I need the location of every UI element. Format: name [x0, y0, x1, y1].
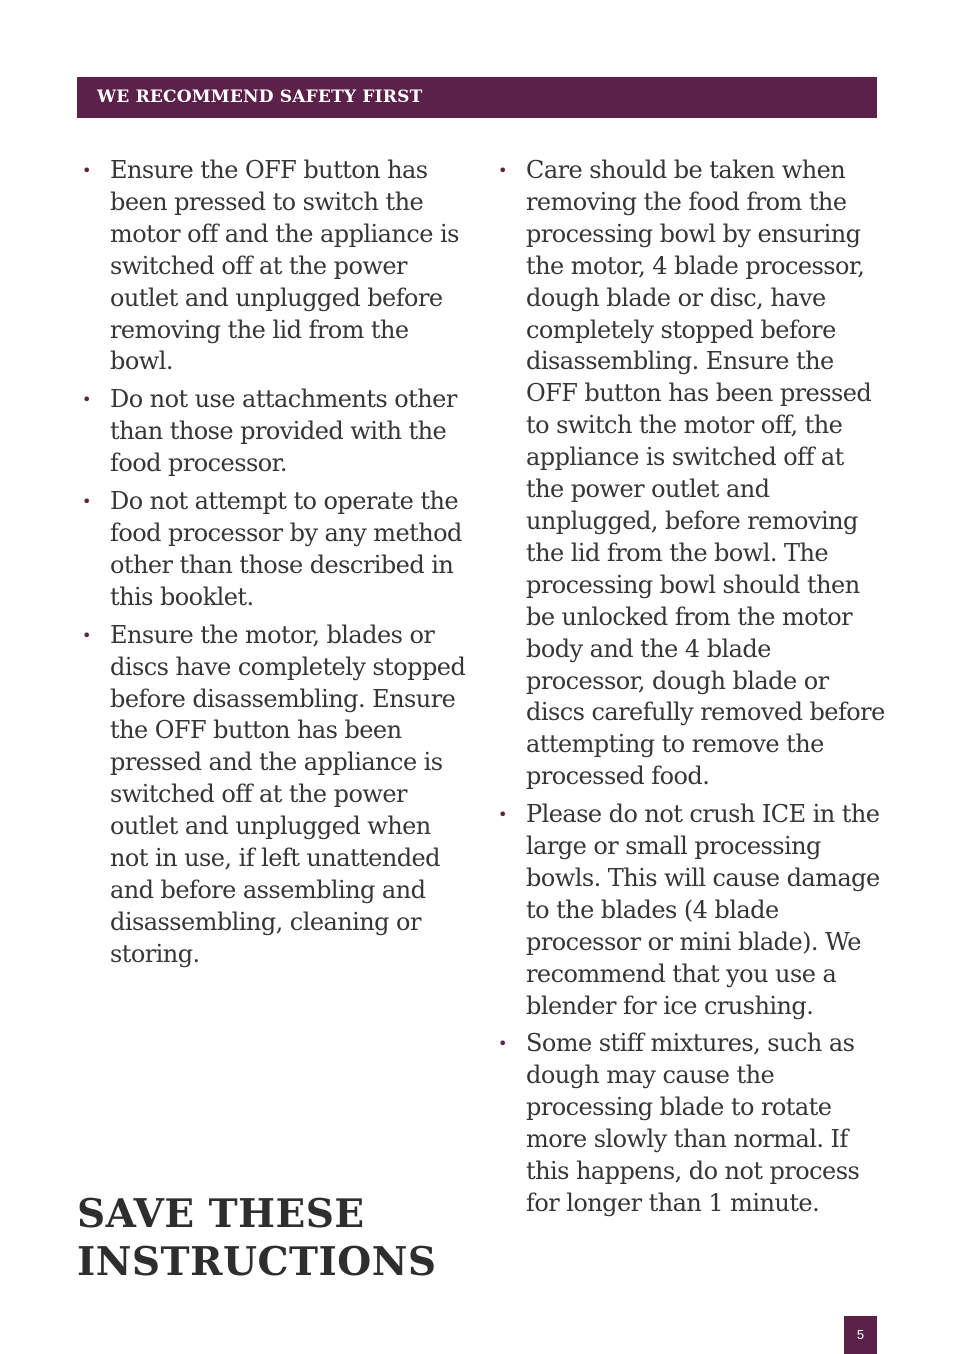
bullet-icon: •: [498, 161, 507, 180]
bullet-icon: •: [82, 625, 91, 645]
bullet-icon: •: [82, 492, 91, 512]
list-item-text: Care should be taken when removing the food from the processing bowl by ensuring the motor, 4 blade processor, dough blade or disc, have completely stopped before disassembling. Ensure the OFF button has been pressed to switch the motor off, the appliance is switched off at the power outlet and unplugged, before removing the lid from the bowl. The processing bowl should then be unlocked from the motor body and the 4 blade processor, dough blade or discs carefully removed before attempting to remove the processed food.: [526, 156, 885, 791]
list-item: [77, 155, 467, 378]
list-item: [493, 799, 888, 1022]
list-item: [493, 155, 888, 793]
list-item-text: Ensure the OFF button has been pressed to switch the motor off and the appliance is switched off at the power outlet and unplugged before removing the lid from the bowl.: [110, 156, 459, 376]
save-heading-line-2: INSTRUCTIONS: [77, 1239, 437, 1285]
list-item-text: Do not attempt to operate the food processor by any method other than those described in this booklet.: [110, 487, 462, 611]
save-heading-line-1: SAVE THESE: [77, 1191, 365, 1237]
bullet-icon: •: [82, 390, 91, 410]
bullet-icon: •: [498, 1034, 507, 1054]
list-item-text: Ensure the motor, blades or discs have completely stopped before disassembling. Ensure the OFF button has been pressed and the appliance is switched off at the power outlet and unplugged when not in use, if left unattended and before assembling and disassembling, cleaning or storing.: [110, 620, 466, 968]
page-number: 5: [844, 1316, 877, 1354]
list-item: [77, 620, 467, 971]
list-item-text: Do not use attachments other than those provided with the food processor.: [110, 385, 457, 478]
list-item-text: Some stiff mixtures, such as dough may cause the processing blade to rotate more slowly than normal. If this happens, do not process for longer than 1 minute.: [526, 1029, 860, 1217]
bullet-icon: •: [498, 805, 507, 825]
list-item: [77, 384, 467, 480]
left-column-list: [77, 155, 467, 977]
save-instructions-heading: [77, 1190, 437, 1286]
list-item: [77, 486, 467, 614]
list-item-text: Please do not crush ICE in the large or small processing bowls. This will cause damage to the blades (4 blade processor or mini blade). We recommend that you use a blender for ice crushing.: [526, 800, 880, 1020]
bullet-icon: •: [82, 161, 91, 180]
list-item: [493, 1028, 888, 1219]
section-header: WE RECOMMEND SAFETY FIRST: [77, 77, 877, 118]
right-column-list: [493, 155, 888, 1226]
